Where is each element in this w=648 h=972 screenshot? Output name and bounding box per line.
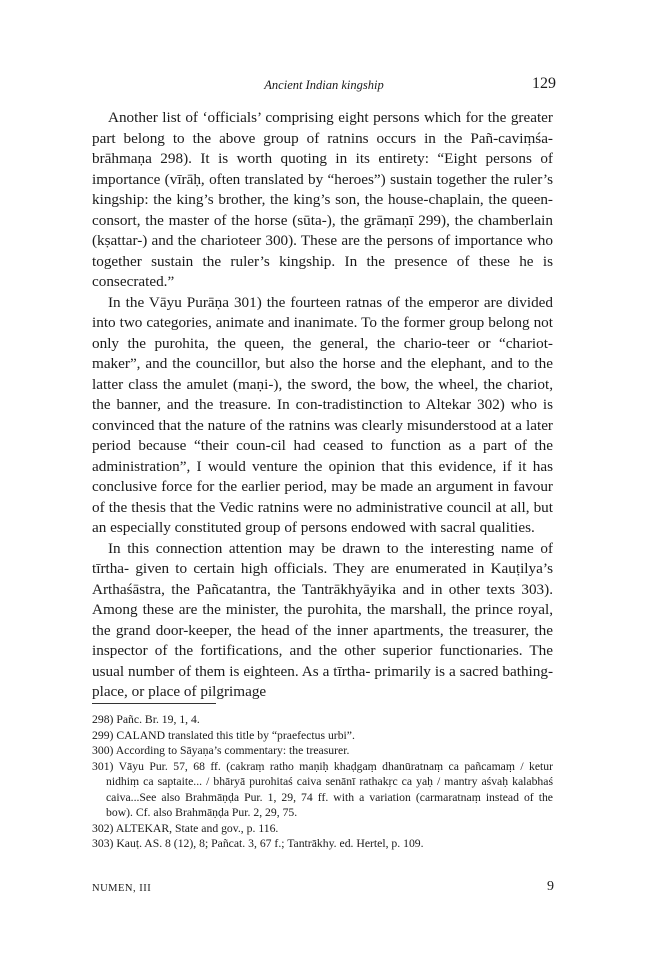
page-number: 129 (532, 75, 556, 92)
footnotes (92, 712, 553, 852)
footnote: 298) Pañc. Br. 19, 1, 4. (92, 713, 200, 726)
footnote: 303) Kauṭ. AS. 8 (12), 8; Pañcat. 3, 67 f.; Tantrākhy. ed. Hertel, p. 109. (92, 837, 424, 850)
footnote: 299) CALAND translated this title by “praefectus urbi”. (92, 728, 355, 742)
paragraph: In this connection attention may be drawn to the interesting name of tīrtha- given to certain high officials. They are enumerated in Kauṭilya’s Arthaśāstra, the Pañcatantra, the Tantrākhyāyika and in other texts 303). Among these are the minister, the purohita, the marshall, the prince royal, the grand door-keeper, the head of the inner apartments, the treasurer, the inspector of the fortifications, and the other superior functionaries. The usual number of them is eighteen. As a tīrtha- primarily is a sacred bathing-place, or place of pilgrimage (92, 539, 553, 700)
paragraph: Another list of ‘officials’ comprising eight persons which for the greater part belong to the above group of ratnins occurs in the Pañ-caviṃśa-brāhmaṇa 298). It is worth quoting in its entirety: “Eight persons of importance (vīrāḥ, often translated by “heroes”) sustain together the ruler’s kingship: the king’s brother, the king’s son, the house-chaplain, the queen-consort, the master of the horse (sūta-), the grāmaṇī 299), the chamberlain (kṣattar-) and the charioteer 300). These are the persons of importance who together sustain the ruler’s kingship. In the presence of these he is consecrated.” (92, 109, 553, 290)
main-text (92, 108, 553, 703)
footnote-separator (92, 703, 216, 704)
running-title: Ancient Indian kingship (264, 78, 384, 92)
journal-footer: NUMEN, III (92, 883, 152, 894)
footnote: 301) Vāyu Pur. 57, 68 ff. (cakraṃ ratho maṇiḥ khaḍgaṃ dhanūratnaṃ ca pañcamaṃ / ketur nidhiṃ ca saptaite... / bhāryā purohitaś caiva senānī rathakṛc ca yaḥ / mantry aśvaḥ kalabhaś caiva...See also Brahmāṇḍa Pur. 1, 29, 74 ff. with a variation (carmaratnaṃ instead of the bow). Cf. also Brahmāṇḍa Pur. 2, 29, 75. (92, 759, 553, 819)
sheet-number: 9 (547, 879, 554, 894)
footnote: 300) According to Sāyaṇa’s commentary: the treasurer. (92, 744, 350, 757)
footnote: 302) ALTEKAR, State and gov., p. 116. (92, 821, 279, 835)
paragraph: In the Vāyu Purāṇa 301) the fourteen ratnas of the emperor are divided into two categories, animate and inanimate. To the former group belong not only the purohita, the queen, the general, the chario-teer or “chariot-maker”, and the councillor, but also the horse and the elephant, and to the latter class the amulet (maṇi-), the sword, the bow, the wheel, the chariot, the banner, and the treasure. In con-tradistinction to Altekar 302) who is convinced that the nature of the ratnins was clearly misunderstood at a later period because “their coun-cil had ceased to function as a part of the administration”, I would venture the opinion that this evidence, if it has conclusive force for the earlier period, may be made an argument in favour of the thesis that the Vedic ratnins were no administrative council at all, but an especially constituted group of persons endowed with sacral qualities. (92, 293, 553, 536)
